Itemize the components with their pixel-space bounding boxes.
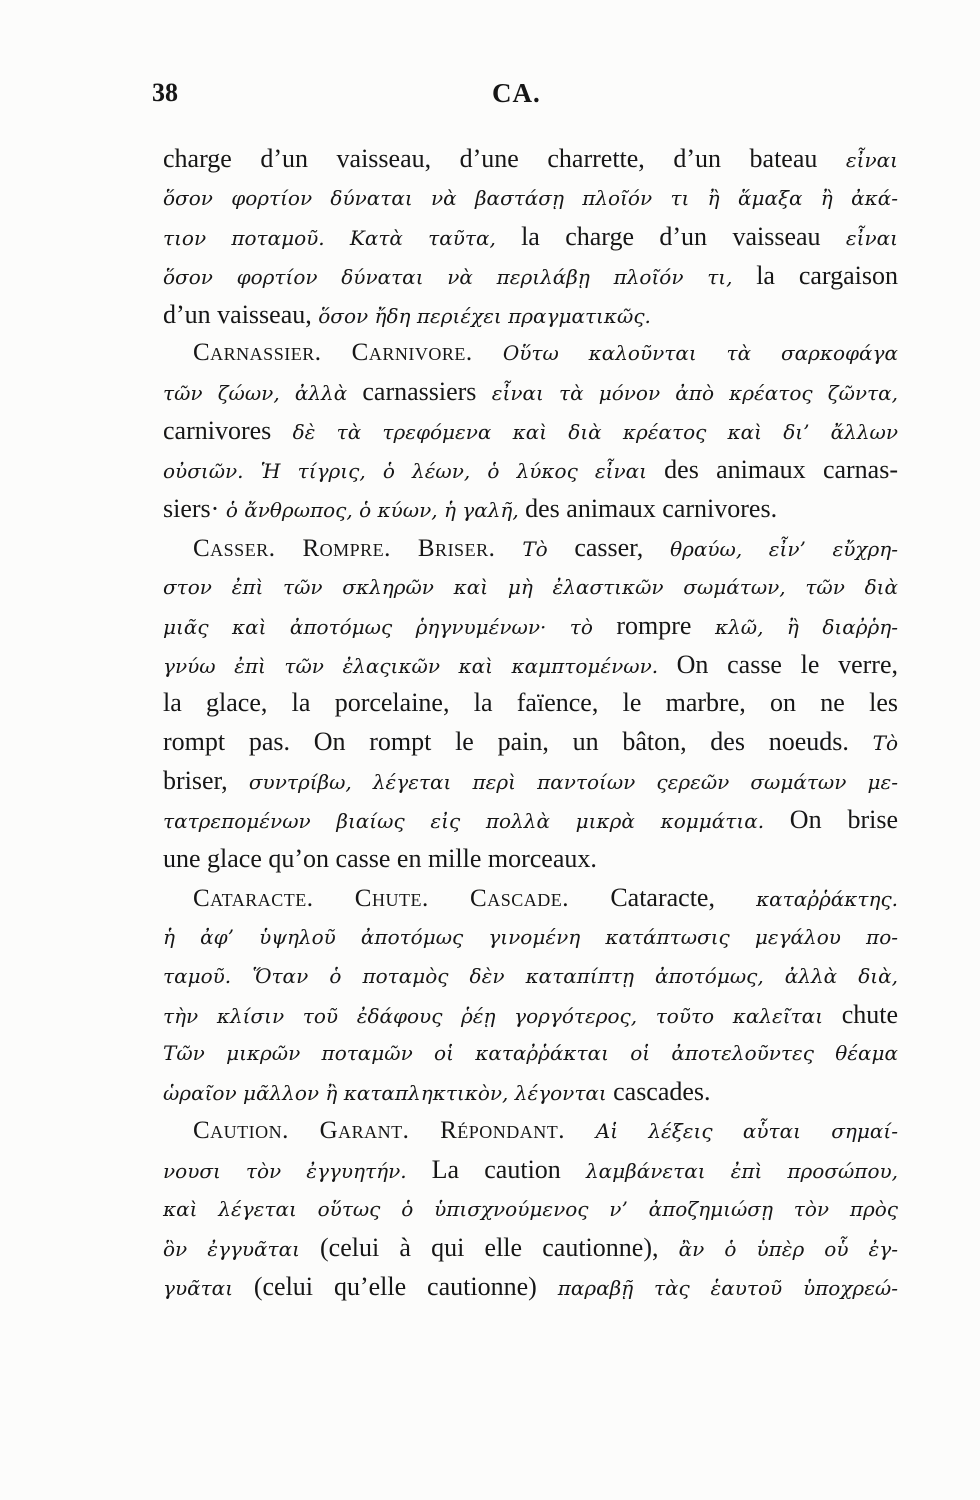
greek-text: θραύω, εἶν’ εὔχρη- — [670, 536, 898, 561]
text-line — [163, 684, 898, 723]
body-text — [163, 140, 898, 1307]
page-number: 38 — [152, 78, 178, 107]
text-line — [163, 179, 898, 218]
french-text: rompre — [616, 610, 716, 640]
text-line — [163, 529, 898, 568]
text-line — [163, 451, 898, 490]
text-line — [163, 1073, 898, 1112]
greek-text: γυᾶται — [163, 1275, 254, 1300]
greek-text: κλῶ, ἢ διαῤῥη- — [715, 614, 898, 639]
french-text: (celui à qui elle cautionne), — [320, 1232, 679, 1262]
entry-heading: Cataracte. Chute. Cascade. — [193, 884, 611, 912]
french-text: la glace, la porcelaine, la faïence, le marbre, on ne les — [163, 688, 898, 718]
greek-text: οὐσιῶν. Ἡ τίγρις, ὁ λέων, ὁ λύκος εἶναι — [163, 459, 665, 484]
running-head: CA. — [492, 78, 541, 108]
text-line — [163, 801, 898, 840]
french-text: (celui qu’elle cautionne) — [253, 1271, 558, 1301]
french-text: des animaux carnas- — [664, 455, 898, 485]
french-text: des animaux carnivores. — [525, 494, 778, 524]
greek-text: εἶναι — [845, 225, 898, 250]
text-line — [163, 412, 898, 451]
entry-heading: Carnassier. Carnivore. — [193, 339, 503, 367]
greek-text: καὶ λέγεται οὕτως ὁ ὑπισχνούμενος ν’ ἀποζημιώσῃ τὸν πρὸς — [163, 1197, 898, 1222]
greek-text: τὴν κλίσιν τοῦ ἐδάφους ῥέῃ γοργότερος, τοῦτο καλεῖται — [163, 1003, 842, 1028]
text-line — [163, 490, 898, 529]
greek-text: ὅσον φορτίον δύναται νὰ βαστάσῃ πλοῖόν τι ἢ ἅμαξα ἢ ἀκά- — [163, 185, 898, 210]
greek-text: τατρεπομένων βιαίως εἰς πολλὰ μικρὰ κομμάτια. — [163, 809, 790, 834]
french-text: La caution — [431, 1155, 586, 1185]
greek-text: Οὕτω καλοῦνται τὰ σαρκοφάγα — [502, 341, 898, 366]
french-text: Cataracte, — [610, 882, 757, 912]
greek-text: δὲ τὰ τρεφόμενα καὶ διὰ κρέατος καὶ δι’ ἄλλων — [292, 420, 898, 445]
french-text: la charge d’un vaisseau — [521, 221, 846, 251]
greek-text: ὡραῖον μᾶλλον ἢ καταπληκτικὸν, λέγονται — [163, 1081, 614, 1106]
greek-text: ὁ ἄνθρωπος, ὁ κύων, ἡ γαλῆ, — [225, 498, 526, 523]
greek-text: νουσι τὸν ἐγγυητήν. — [163, 1159, 432, 1184]
text-line — [163, 1112, 898, 1151]
greek-text: παραβῇ τὰς ἑαυτοῦ ὑποχρεώ- — [557, 1275, 898, 1300]
greek-text: μιᾶς καὶ ἀποτόμως ῥηγνυμένων· τὸ — [163, 614, 617, 639]
greek-text: συντρίβω, λέγεται περὶ παντοίων ςερεῶν σωμάτων με- — [248, 770, 898, 795]
text-line — [163, 296, 898, 335]
entry-heading: Caution. Garant. Répondant. — [193, 1117, 596, 1145]
french-text: rompt pas. On rompt le pain, un bâton, des noeuds. — [163, 727, 873, 757]
french-text: siers· — [163, 494, 226, 524]
greek-text: ἂν ὁ ὑπὲρ οὗ ἐγ- — [678, 1236, 898, 1261]
page-header — [152, 78, 872, 118]
text-line — [163, 568, 898, 607]
text-line — [163, 1268, 898, 1307]
greek-text: Τῶν μικρῶν ποταμῶν οἱ καταῤῥάκται οἱ ἀποτελοῦντες θέαμα — [163, 1041, 898, 1066]
text-line — [163, 607, 898, 646]
text-line — [163, 257, 898, 296]
text-line — [163, 996, 898, 1035]
greek-text: Αἱ λέξεις αὗται σημαί- — [595, 1119, 899, 1144]
french-text: carnassiers — [362, 377, 492, 407]
french-text: On brise — [789, 805, 898, 835]
greek-text: ταμοῦ. Ὅταν ὁ ποταμὸς δὲν καταπίπτῃ ἀποτόμως, ἀλλὰ διὰ, — [163, 963, 898, 988]
text-line — [163, 723, 898, 762]
text-line — [163, 218, 898, 257]
text-line — [163, 918, 898, 957]
text-line — [163, 1034, 898, 1073]
greek-text: Τὸ — [522, 536, 575, 561]
french-text: cascades. — [613, 1077, 711, 1107]
text-line — [163, 140, 898, 179]
french-text: la cargaison — [756, 260, 898, 290]
french-text: carnivores — [163, 416, 293, 446]
french-text: d’un vaisseau, — [163, 299, 319, 329]
greek-text: ὃν ἐγγυᾶται — [163, 1236, 321, 1261]
french-text: une glace qu’on casse en mille morceaux. — [163, 844, 597, 874]
french-text: charge d’un vaisseau, d’une charrette, d’un bateau — [163, 144, 846, 173]
greek-text: ἡ ἀφ’ ὑψηλοῦ ἀποτόμως γινομένη κατάπτωσις μεγάλου πο- — [163, 924, 898, 949]
greek-text: εἶναι — [845, 148, 898, 172]
french-text: On casse le verre, — [676, 649, 898, 679]
text-line — [163, 762, 898, 801]
text-line — [163, 840, 898, 879]
greek-text: λαμβάνεται ἐπὶ προσώπου, — [586, 1159, 898, 1184]
greek-text: τιον ποταμοῦ. Κατὰ ταῦτα, — [163, 225, 522, 250]
french-text: briser, — [163, 766, 249, 796]
greek-text: καταῤῥάκτης. — [756, 886, 898, 911]
greek-text: γνύω ἐπὶ τῶν ἐλαςικῶν καὶ καμπτομένων. — [163, 653, 677, 678]
text-line — [163, 957, 898, 996]
text-line — [163, 1151, 898, 1190]
french-text: casser, — [574, 532, 671, 562]
greek-text: τῶν ζώων, ἀλλὰ — [163, 381, 363, 406]
greek-text: στον ἐπὶ τῶν σκληρῶν καὶ μὴ ἐλαστικῶν σωμάτων, τῶν διὰ — [163, 574, 898, 599]
text-line — [163, 879, 898, 918]
entry-heading: Casser. Rompre. Briser. — [193, 534, 523, 562]
text-line — [163, 646, 898, 685]
text-line — [163, 1190, 898, 1229]
text-line — [163, 1229, 898, 1268]
greek-text: ὅσον ἤδη περιέχει πραγματικῶς. — [318, 303, 651, 328]
french-text: chute — [841, 999, 898, 1029]
greek-text: εἶναι τὰ μόνον ἀπὸ κρέατος ζῶντα, — [491, 381, 898, 406]
text-line — [163, 334, 898, 373]
text-line — [163, 373, 898, 412]
greek-text: Τὸ — [872, 731, 898, 756]
greek-text: ὅσον φορτίον δύναται νὰ περιλάβῃ πλοῖόν τι, — [163, 264, 757, 289]
